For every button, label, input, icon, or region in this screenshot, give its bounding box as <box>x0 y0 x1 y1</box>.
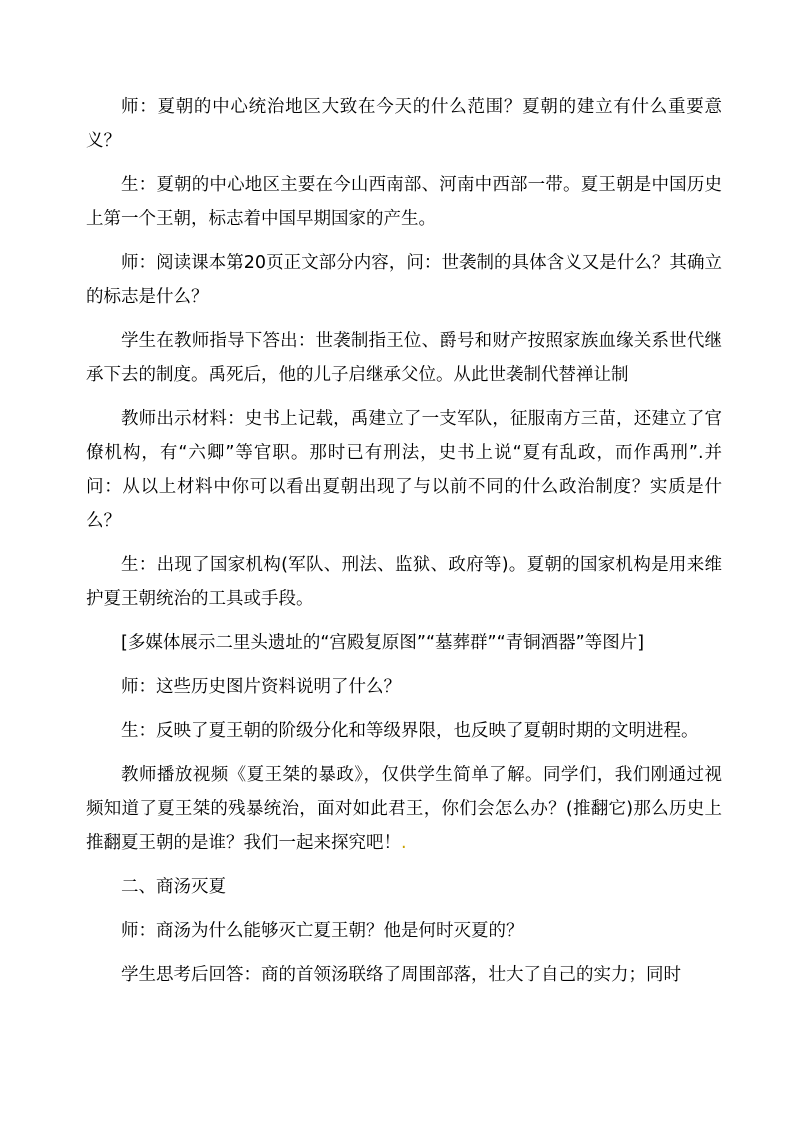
paragraph-teacher-question-2: 师：阅读课本第20页正文部分内容，问：世袭制的具体含义又是什么？其确立的标志是什么？ <box>86 253 722 307</box>
document-page <box>86 90 722 1002</box>
paragraph-teacher-question-4: 师：商汤为什么能够灭亡夏王朝？他是何时灭夏的？ <box>121 921 524 941</box>
paragraph-multimedia-note: [多媒体展示二里头遗址的“宫殿复原图”“墓葬群”“青铜酒器”等图片] <box>121 633 645 653</box>
paragraph-student-answer-3: 生：出现了国家机构(军队、刑法、监狱、政府等)。夏朝的国家机构是用来维护夏王朝统治的工具或手段。 <box>86 555 722 609</box>
paragraph-video-intro <box>86 758 722 860</box>
paragraph-teacher-question-1: 师：夏朝的中心统治地区大致在今天的什么范围？夏朝的建立有什么重要意义？ <box>86 97 722 151</box>
video-intro-text: 教师播放视频《夏王桀的暴政》，仅供学生简单了解。同学们，我们刚通过视频知道了夏王桀的残暴统治，面对如此君王，你们会怎么办？(推翻它)那么历史上推翻夏王朝的是谁？我们一起来探究吧！ <box>86 765 722 853</box>
section-heading: 二、商汤灭夏 <box>121 877 226 897</box>
paragraph-student-answer-4: 生：反映了夏王朝的阶级分化和等级界限，也反映了夏朝时期的文明进程。 <box>121 721 699 741</box>
paragraph-teacher-question-3: 师：这些历史图片资料说明了什么？ <box>121 677 401 697</box>
trailing-mark: . <box>401 833 407 853</box>
paragraph-student-answer-2: 学生在教师指导下答出：世袭制指王位、爵号和财产按照家族血缘关系世代继承下去的制度。禹死后，他的儿子启继承父位。从此世袭制代替禅让制 <box>86 331 722 385</box>
paragraph-teacher-material: 教师出示材料：史书上记载，禹建立了一支军队，征服南方三苗，还建立了官僚机构，有“六卿”等官职。那时已有刑法，史书上说“夏有乱政，而作禹刑”.并问：从以上材料中你可以看出夏朝出现了与以前不同的什么政治制度？实质是什么？ <box>86 409 722 531</box>
paragraph-student-answer-5: 学生思考后回答：商的首领汤联络了周围部落，壮大了自己的实力；同时 <box>121 965 681 985</box>
paragraph-student-answer-1: 生：夏朝的中心地区主要在今山西南部、河南中西部一带。夏王朝是中国历史上第一个王朝，标志着中国早期国家的产生。 <box>86 175 722 229</box>
